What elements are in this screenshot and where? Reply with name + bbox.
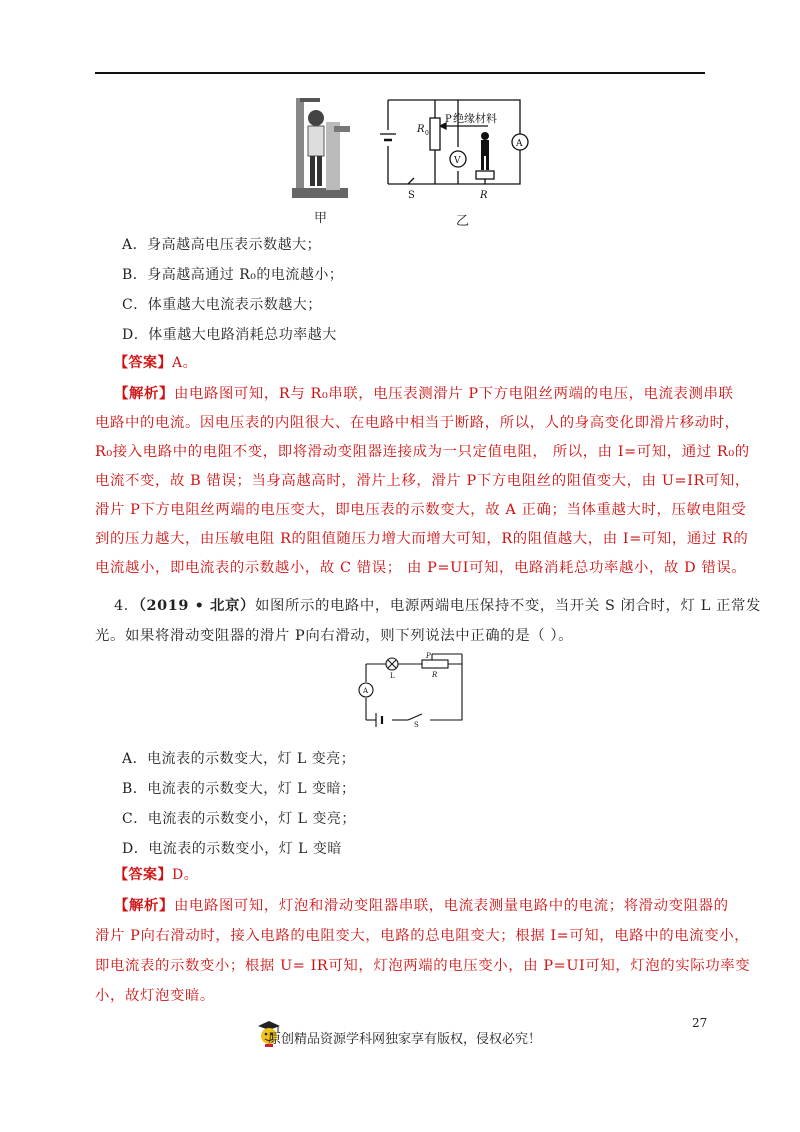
q3-analysis-line-3: R₀接入电路中的电阻不变，即将滑动变阻器连接成为一只定值电阻， 所以，由 I=可知，通过 R₀的 <box>95 444 750 460</box>
r0-subscript: 0 <box>425 130 429 137</box>
copyright-footer: 原创精品资源学科网独家享有版权，侵权必究！ <box>268 1032 542 1047</box>
figure-caption-yi: 乙 <box>456 214 470 229</box>
q3-analysis-tag: 【解析】 <box>114 385 174 402</box>
q3-analysis-line-1: 【解析】由电路图可知，R与 R₀串联，电压表测滑片 P下方电阻丝两端的电压，电流表测串联 <box>114 385 734 402</box>
q3-answer-value: A。 <box>172 355 198 371</box>
q4-option-a: A．电流表的示数变大，灯 L 变亮； <box>122 751 356 767</box>
q4-lamp-label: L <box>390 672 395 680</box>
q4-analysis-line-3: 即电流表的示数变小；根据 U= IR可知，灯泡两端的电压变小，由 P=UI可知，灯泡的实际功率变 <box>95 958 751 974</box>
q4-option-b: B．电流表的示数变大，灯 L 变暗； <box>122 781 356 797</box>
q3-answer-tag: 【答案】 <box>114 355 172 371</box>
ammeter-label: A <box>516 139 523 149</box>
q4-resistor-label: R <box>432 671 438 679</box>
q4-analysis-line-2: 滑片 P向右滑动时，接入电路的电阻变大，电路的总电阻变大；根据 I=可知，电路中的电流变小， <box>95 928 750 944</box>
q4-stem-line-2: 光。如果将滑动变阻器的滑片 P向右滑动，则下列说法中正确的是（ ）。 <box>95 628 574 644</box>
slider-p-label: P <box>445 114 452 125</box>
insulation-label: 绝缘材料 <box>453 112 497 125</box>
q3-analysis-line-6: 到的压力越大，由压敏电阻 R的阻值随压力增大而增大可知，R的阻值越大，由 I=可知，通过 R的 <box>95 531 749 547</box>
q4-option-d: D．电流表的示数变小，灯 L 变暗 <box>122 841 342 857</box>
figure-caption-jia: 甲 <box>314 211 328 226</box>
q4-switch-label: S <box>414 721 419 728</box>
q3-analysis-line-5: 滑片 P下方电阻丝两端的电压变大，即电压表的示数变大，故 A 正确；当体重越大时，压敏电阻受 <box>95 502 747 518</box>
lamp-rheostat-circuit-figure <box>352 650 472 728</box>
switch-label: S <box>408 190 415 201</box>
q3-option-a: A．身高越高电压表示数越大； <box>122 237 322 253</box>
q4-source: （2019 • 北京） <box>138 597 255 614</box>
q4-answer-tag: 【答案】 <box>114 867 172 883</box>
header-rule <box>95 72 705 74</box>
q3-analysis-line-2: 电路中的电流。因电压表的内阻很大、在电路中相当于断路，所以，人的身高变化即滑片移动时， <box>95 415 740 431</box>
page-number: 27 <box>692 1016 708 1030</box>
q4-analysis-line-1: 【解析】由电路图可知，灯泡和滑动变阻器串联，电流表测量电路中的电流；将滑动变阻器的 <box>114 897 729 914</box>
voltmeter-label: V <box>454 156 461 166</box>
q4-number: 4． <box>114 598 139 614</box>
q4-stem-line-1: 4．（2019 • 北京）如图所示的电路中，电源两端电压保持不变，当开关 S 闭合时，灯 L 正常发 <box>114 597 762 614</box>
q3-analysis-line-4: 电流不变，故 B 错误；当身高越高时，滑片上移，滑片 P下方电阻丝的阻值变大，由 U=IR可知， <box>95 473 750 489</box>
person-on-scale-photo <box>292 98 350 198</box>
q3-option-c: C．体重越大电流表示数越大； <box>122 297 322 313</box>
r0-label: R <box>417 124 425 135</box>
q3-answer <box>114 352 197 372</box>
q3-option-b: B．身高越高通过 R₀的电流越小； <box>122 267 344 283</box>
q3-analysis-line-7: 电流越小，即电流表的示数越小，故 C 错误； 由 P=UI可知，电路消耗总功率越小，故 D 错误。 <box>95 560 747 576</box>
resistor-r-label: R <box>480 190 488 201</box>
q4-answer <box>114 864 198 884</box>
silhouette-figure <box>481 132 489 170</box>
q4-ammeter-label: A <box>363 687 369 695</box>
q4-slider-p-label: P <box>426 652 431 660</box>
q4-answer-value: D。 <box>172 867 199 883</box>
q4-option-c: C．电流表的示数变小，灯 L 变亮； <box>122 811 356 827</box>
height-weight-circuit-figure <box>290 92 530 222</box>
q4-analysis-tag: 【解析】 <box>114 897 174 914</box>
q4-analysis-line-4: 小，故灯泡变暗。 <box>95 988 215 1004</box>
q3-option-d: D．体重越大电路消耗总功率越大 <box>122 327 337 343</box>
